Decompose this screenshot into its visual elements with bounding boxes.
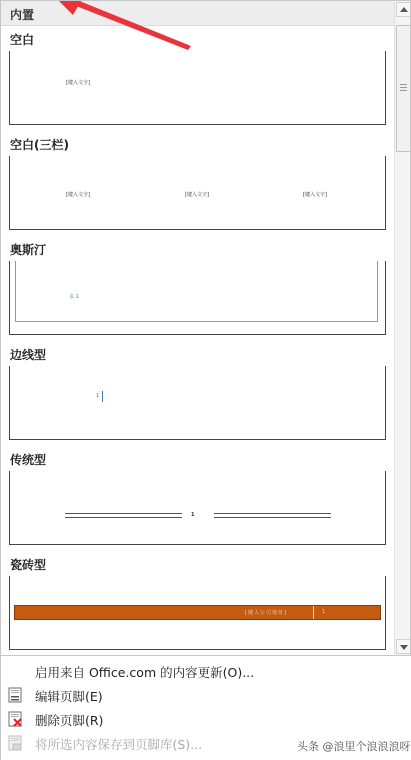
chevron-up-icon: [400, 7, 408, 12]
page-number: 1: [191, 512, 195, 518]
edit-footer-icon: [8, 687, 22, 703]
page-number: 1: [96, 393, 100, 399]
scroll-up-button[interactable]: [396, 2, 411, 17]
gallery-scroll-area: [1, 27, 394, 655]
menu-item-label: 编辑页脚(E): [35, 689, 103, 704]
gallery-header-label: 内置: [10, 8, 35, 22]
page-number-label: 页 1: [69, 294, 79, 300]
grip-line: [400, 84, 407, 85]
tile-band: [14, 605, 381, 620]
tile-divider: [313, 606, 314, 619]
watermark-text: 头条 @浪里个浪浪浪呀: [297, 740, 411, 753]
scrollbar-thumb[interactable]: [396, 25, 411, 152]
grip-line: [400, 90, 407, 91]
footer-thumb-austin[interactable]: [9, 261, 386, 335]
menu-item-edit-footer[interactable]: [1, 683, 411, 707]
menu-item-enable-office-updates[interactable]: [1, 659, 411, 683]
austin-frame: [15, 261, 378, 322]
menu-item-delete-footer[interactable]: [1, 707, 411, 731]
rule-left-bottom: [65, 517, 182, 518]
menu-item-label: 将所选内容保存到页脚库(S)...: [35, 737, 203, 752]
footer-thumb-tile[interactable]: [9, 576, 386, 650]
footer-thumb-sideline[interactable]: [9, 366, 386, 440]
chevron-down-icon: [400, 645, 408, 650]
grip-line: [400, 87, 407, 88]
section-title-austin: 奥斯汀: [10, 243, 47, 257]
menu-item-label: 删除页脚(R): [35, 713, 104, 728]
sideline-bar: [102, 391, 103, 402]
footer-thumb-traditional[interactable]: [9, 471, 386, 545]
rule-right-bottom: [214, 517, 331, 518]
placeholder-text: [键入文字]: [66, 80, 90, 86]
footer-thumb-blank[interactable]: [9, 51, 386, 125]
save-gallery-icon: [8, 735, 22, 751]
delete-footer-icon: [8, 711, 22, 727]
section-title-traditional: 传统型: [10, 453, 47, 467]
page-number: 1: [322, 609, 326, 615]
gallery-header: [1, 1, 394, 26]
placeholder-text-center: [键入文字]: [185, 192, 209, 198]
rule-left-top: [65, 513, 182, 514]
placeholder-text-right: [键入文字]: [303, 192, 327, 198]
footer-thumb-blank-three-column[interactable]: [9, 156, 386, 230]
rule-right-top: [214, 513, 331, 514]
scroll-down-button[interactable]: [396, 639, 411, 654]
company-address-placeholder: [键入公司地址]: [245, 610, 287, 616]
section-title-sideline: 边线型: [10, 348, 47, 362]
gallery-scrollbar[interactable]: [394, 1, 411, 656]
menu-item-label: 启用来自 Office.com 的内容更新(O)...: [35, 665, 255, 680]
section-title-tile: 瓷砖型: [10, 558, 47, 572]
placeholder-text-left: [键入文字]: [66, 192, 90, 198]
section-title-blank: 空白: [10, 33, 35, 47]
section-title-blank-three-column: 空白(三栏): [10, 138, 69, 152]
